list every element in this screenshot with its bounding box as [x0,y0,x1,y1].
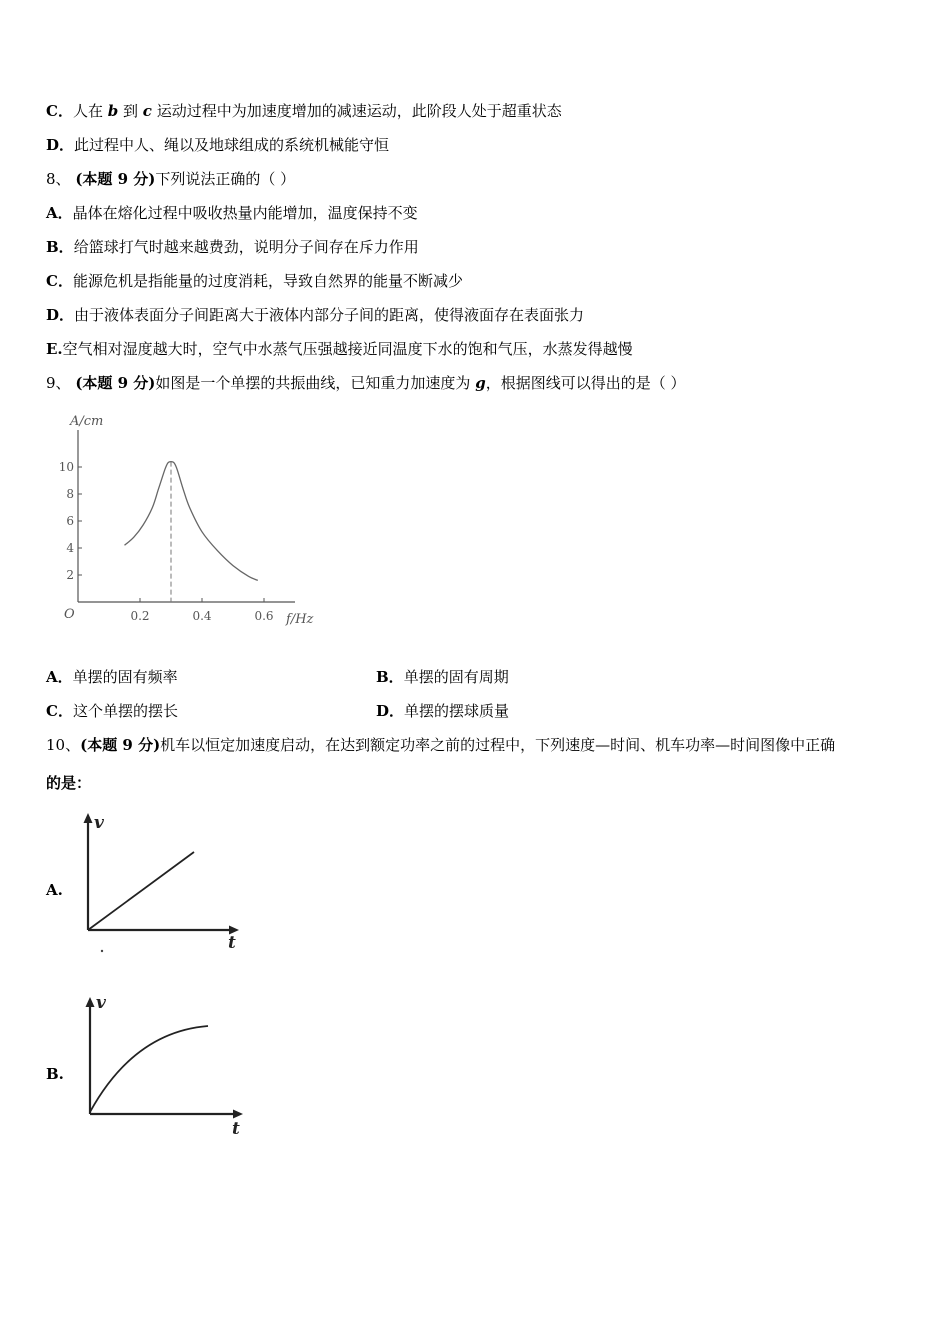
q10-option-a-label: A. [46,881,63,899]
question-stem: 机车以恒定加速度启动，在达到额定功率之前的过程中，下列速度—时间、机车功率—时间图像中正确 [160,736,836,754]
question-number: 10、 [46,736,81,754]
question-score-tag: (本题 9 分) [75,170,156,188]
v-axis-label: v [96,993,106,1013]
linear-velocity-line [88,852,194,930]
x-tick-label: 0.4 [192,609,212,623]
q8-option-e: E.空气相对湿度越大时，空气中水蒸气压强越接近同温度下水的饱和气压，水蒸发得越慢 [46,340,633,358]
y-axis-label: A/cm [70,414,104,429]
q8-option-a: A．晶体在熔化过程中吸收热量内能增加，温度保持不变 [46,204,418,222]
q9-option-c: C．这个单摆的摆长 [46,702,178,720]
t-axis-arrow-icon [233,1110,243,1119]
question-9: 9、 (本题 9 分)如图是一个单摆的共振曲线，已知重力加速度为 g，根据图线可以得出的是（ ） [46,374,686,392]
option-label: D． [46,136,75,154]
x-tick-label: 0.2 [130,609,150,623]
y-tick-label: 10 [58,460,74,474]
v-axis-arrow-icon [84,813,93,823]
q7-option-c: C．人在 b 到 c 运动过程中为加速度增加的减速运动，此阶段人处于超重状态 [46,102,562,120]
y-tick-label: 6 [66,514,74,528]
y-tick-label: 4 [66,541,74,555]
origin-label: O [64,607,75,622]
option-label: C． [46,102,73,120]
resonance-curve [125,462,258,581]
y-tick-label: 2 [66,568,74,582]
question-10 [46,735,835,755]
q8-option-b: B．给篮球打气时越来越费劲，说明分子间存在斥力作用 [46,238,419,256]
t-axis-label: t [232,1119,240,1139]
q7-option-d: D．此过程中人、绳以及地球组成的系统机械能守恒 [46,136,390,154]
q10-option-a-graph [70,808,250,958]
x-tick-label: 0.6 [254,609,274,623]
concave-velocity-curve [90,1026,208,1112]
question-stem: 下列说法正确的（ ） [155,170,296,188]
resonance-curve-chart [50,405,340,635]
q8-option-c: C．能源危机是指能量的过度消耗，导致自然界的能量不断减少 [46,272,463,290]
v-axis-label: v [94,813,104,833]
q10-option-b-graph [72,992,252,1142]
x-axis-label: f/Hz [286,612,314,627]
q8-option-d: D．由于液体表面分子间距离大于液体内部分子间的距离，使得液面存在表面张力 [46,306,585,324]
speck [101,950,103,952]
y-tick-label: 8 [66,487,74,501]
question-number: 8、 [46,170,71,188]
q9-option-b: B．单摆的固有周期 [376,668,509,686]
question-10-continuation: 的是： [46,774,92,792]
question-score-tag: (本题 9 分) [80,736,161,754]
q9-option-d: D．单摆的摆球质量 [376,702,510,720]
q10-option-b-label: B. [46,1065,64,1083]
question-8 [46,169,295,189]
t-axis-label: t [228,933,236,953]
question-number: 9、 [46,374,71,392]
q9-option-a: A．单摆的固有频率 [46,668,178,686]
question-score-tag: (本题 9 分) [75,374,156,392]
v-axis-arrow-icon [86,997,95,1007]
